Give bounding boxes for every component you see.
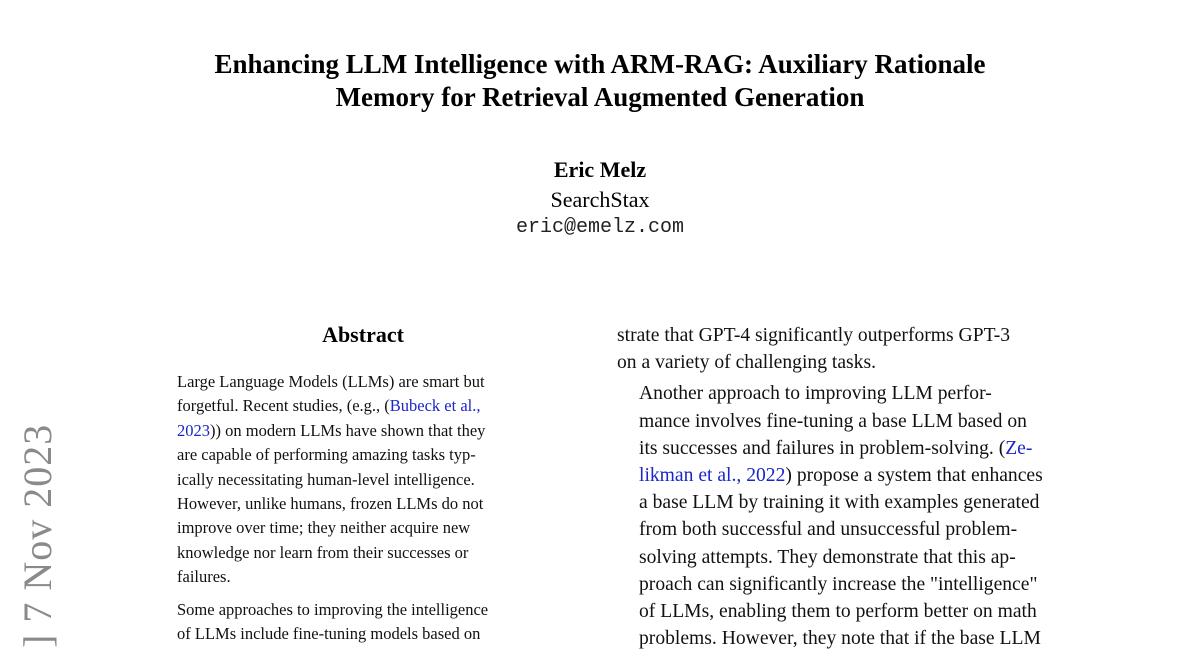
author-name: Eric Melz (553, 157, 647, 182)
text-run: strate that GPT-4 significantly outperforms GPT-3 (617, 325, 1011, 346)
text-line (617, 462, 1058, 489)
text-run: )) on modern LLMs have shown that they (210, 420, 486, 440)
abstract-paragraph-1 (177, 370, 550, 590)
text-run: its successes and failures in problem-solving. ( (639, 437, 1006, 459)
text-run: a base LLM by training it with examples generated (639, 492, 1040, 514)
text-line (617, 544, 1058, 571)
text-line (617, 349, 1058, 376)
text-run: are capable of performing amazing tasks typ- (177, 445, 476, 465)
text-line (177, 516, 550, 540)
abstract-heading: Abstract (322, 322, 404, 347)
text-line (617, 489, 1058, 516)
arxiv-side-stamp: ] 7 Nov 2023 (15, 423, 60, 648)
text-run: forgetful. Recent studies, (e.g., ( (177, 396, 390, 416)
text-line (177, 419, 550, 443)
text-line (617, 322, 1058, 349)
title-line-1: Enhancing LLM Intelligence with ARM-RAG: Auxiliary Rationale (214, 49, 986, 79)
text-run: Another approach to improving LLM perfor- (639, 383, 992, 405)
text-line (177, 598, 550, 622)
citation-link[interactable]: Ze- (1005, 437, 1033, 459)
text-line (177, 565, 550, 589)
text-line (617, 516, 1058, 543)
text-line (617, 571, 1058, 598)
text-run: mance involves fine-tuning a base LLM based on (639, 410, 1027, 432)
abstract-paragraph-2 (177, 598, 550, 647)
right-paragraph-2 (617, 380, 1058, 652)
citation-link[interactable]: Bubeck et al., (389, 396, 481, 416)
text-line (177, 622, 550, 646)
text-run: of LLMs, enabling them to perform better on math (639, 601, 1037, 623)
text-run: on a variety of challenging tasks. (617, 352, 876, 374)
text-run: Some approaches to improving the intelligence (177, 599, 489, 619)
text-run: However, unlike humans, frozen LLMs do not (177, 494, 484, 514)
text-run: solving attempts. They demonstrate that this ap- (639, 546, 1016, 568)
text-line (177, 541, 550, 565)
text-run: improve over time; they neither acquire new (177, 518, 471, 538)
text-run: problems. However, they note that if the base LLM (639, 628, 1041, 650)
text-run: failures. (177, 567, 231, 587)
text-run: of LLMs include fine-tuning models based on (177, 624, 481, 644)
text-run: knowledge nor learn from their successes or (177, 542, 469, 562)
text-line (617, 598, 1058, 625)
text-line (177, 370, 550, 394)
citation-link[interactable]: likman et al., 2022 (639, 465, 786, 487)
text-run: proach can significantly increase the "intelligence" (639, 573, 1038, 595)
text-run: Large Language Models (LLMs) are smart but (177, 372, 485, 391)
right-paragraph-1 (617, 322, 1058, 376)
text-run: ically necessitating human-level intelligence. (177, 469, 475, 489)
text-line (617, 380, 1058, 407)
text-run: from both successful and unsuccessful problem- (639, 519, 1018, 541)
abstract-body (177, 370, 550, 654)
citation-link[interactable]: 2023 (177, 420, 210, 440)
text-line (617, 435, 1058, 462)
text-line (177, 443, 550, 467)
author-email: eric@emelz.com (515, 216, 685, 239)
text-line (177, 492, 550, 516)
author-affiliation: SearchStax (550, 187, 650, 212)
text-line (617, 408, 1058, 435)
text-line (177, 394, 550, 418)
text-run: ) propose a system that enhances (785, 465, 1043, 487)
text-line (177, 468, 550, 492)
text-line (617, 625, 1058, 652)
paper-title (0, 48, 1200, 114)
right-column-body (617, 322, 1058, 656)
title-line-2: Memory for Retrieval Augmented Generation (335, 82, 865, 112)
